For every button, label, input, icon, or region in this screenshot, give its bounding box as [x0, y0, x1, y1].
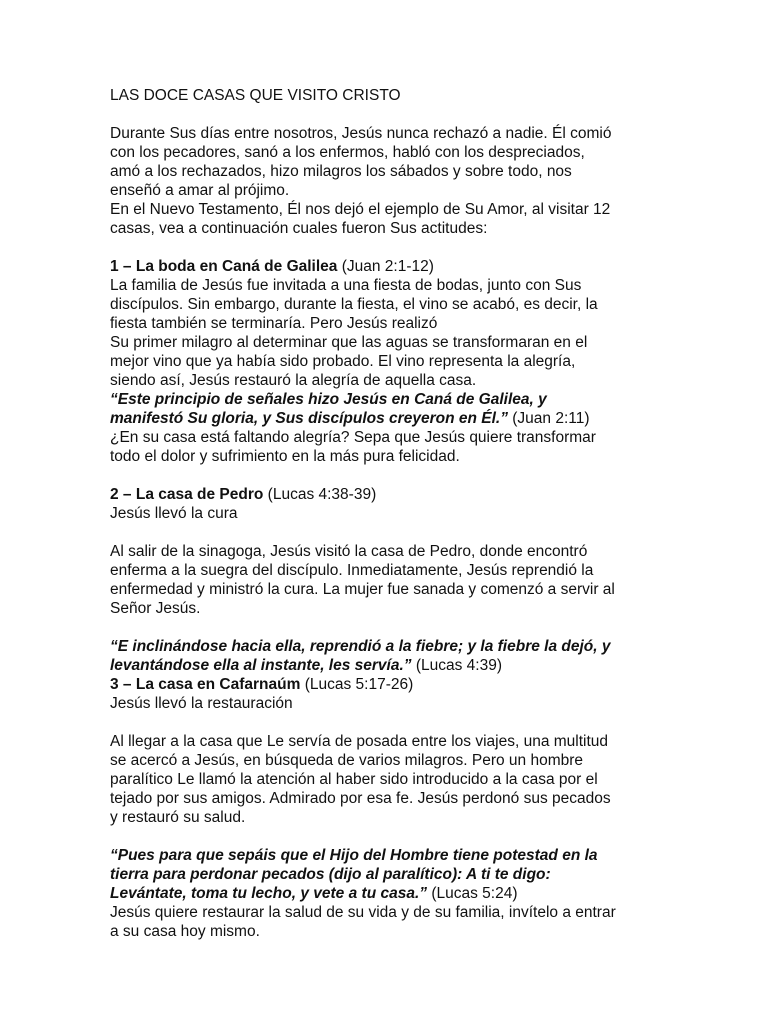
- spacer: [110, 523, 700, 542]
- bible-quote-text: manifestó Su gloria, y Sus discípulos creyeron en Él.”: [110, 410, 508, 427]
- section-subtitle: Jesús llevó la restauración: [110, 695, 293, 712]
- text-line: Durante Sus días entre nosotros, Jesús nunca rechazó a nadie. Él comió: [110, 125, 612, 142]
- spacer: [110, 713, 700, 732]
- section-1: [110, 257, 700, 466]
- spacer: [110, 105, 700, 124]
- bible-quote-ref: (Juan 2:11): [507, 410, 590, 427]
- text-line: enfermedad y ministró la cura. La mujer fue sanada y comenzó a servir al: [110, 581, 615, 598]
- bible-quote: tierra para perdonar pecados (dijo al paralítico): A ti te digo:: [110, 866, 551, 883]
- section-heading-ref: (Lucas 4:38-39): [263, 486, 377, 503]
- bible-quote-text: levantándose ella al instante, les servía.”: [110, 657, 412, 674]
- spacer: [110, 827, 700, 846]
- document-title: LAS DOCE CASAS QUE VISITO CRISTO: [110, 87, 401, 104]
- bible-quote: “Pues para que sepáis que el Hijo del Hombre tiene potestad en la: [110, 847, 598, 864]
- text-line: La familia de Jesús fue invitada a una fiesta de bodas, junto con Sus: [110, 277, 582, 294]
- text-line: En el Nuevo Testamento, Él nos dejó el ejemplo de Su Amor, al visitar 12: [110, 201, 611, 218]
- section-heading-ref: (Juan 2:1-12): [337, 258, 434, 275]
- text-line: Señor Jesús.: [110, 600, 201, 617]
- text-line: y restauró su salud.: [110, 809, 246, 826]
- text-line: Jesús quiere restaurar la salud de su vida y de su familia, invítelo a entrar: [110, 904, 616, 921]
- bible-quote-ref: (Lucas 5:24): [427, 885, 518, 902]
- bible-quote-line: [110, 884, 700, 903]
- section-heading-ref: (Lucas 5:17-26): [300, 676, 414, 693]
- text-line: enferma a la suegra del discípulo. Inmediatamente, Jesús reprendió la: [110, 562, 594, 579]
- bible-quote-text: Levántate, toma tu lecho, y vete a tu casa.”: [110, 885, 428, 902]
- section-heading: [110, 675, 700, 694]
- bible-quote: “E inclinándose hacia ella, reprendió a la fiebre; y la fiebre la dejó, y: [110, 638, 611, 655]
- text-line: se acercó a Jesús, en búsqueda de varios milagros. Pero un hombre: [110, 752, 584, 769]
- section-heading-title: 3 – La casa en Cafarnaúm: [110, 676, 301, 693]
- bible-quote: “Este principio de señales hizo Jesús en Caná de Galilea, y: [110, 391, 547, 408]
- bible-quote-line: [110, 656, 700, 675]
- section-2: [110, 485, 700, 675]
- text-line: discípulos. Sin embargo, durante la fiesta, el vino se acabó, es decir, la: [110, 296, 598, 313]
- text-line: mejor vino que ya había sido probado. El vino representa la alegría,: [110, 353, 576, 370]
- text-line: todo el dolor y sufrimiento en la más pura felicidad.: [110, 448, 460, 465]
- bible-quote-ref: (Lucas 4:39): [411, 657, 502, 674]
- section-heading: [110, 485, 700, 504]
- text-line: con los pecadores, sanó a los enfermos, habló con los despreciados,: [110, 144, 585, 161]
- text-line: Al llegar a la casa que Le servía de posada entre los viajes, una multitud: [110, 733, 609, 750]
- section-heading-title: 1 – La boda en Caná de Galilea: [110, 258, 338, 275]
- intro-paragraph: [110, 124, 700, 238]
- text-line: fiesta también se terminaría. Pero Jesús realizó: [110, 315, 438, 332]
- text-line: Su primer milagro al determinar que las aguas se transformaran en el: [110, 334, 588, 351]
- text-line: casas, vea a continuación cuales fueron Sus actitudes:: [110, 220, 488, 237]
- text-line: tejado por sus amigos. Admirado por esa fe. Jesús perdonó sus pecados: [110, 790, 611, 807]
- text-line: enseñó a amar al prójimo.: [110, 182, 290, 199]
- spacer: [110, 466, 700, 485]
- section-subtitle: Jesús llevó la cura: [110, 505, 238, 522]
- text-line: amó a los rechazados, hizo milagros los sábados y sobre todo, nos: [110, 163, 572, 180]
- text-line: siendo así, Jesús restauró la alegría de aquella casa.: [110, 372, 477, 389]
- spacer: [110, 238, 700, 257]
- section-heading-title: 2 – La casa de Pedro: [110, 486, 264, 503]
- bible-quote-line: [110, 409, 700, 428]
- document-page: [110, 86, 700, 941]
- text-line: paralítico Le llamó la atención al haber sido introducido a la casa por el: [110, 771, 598, 788]
- text-line: a su casa hoy mismo.: [110, 923, 260, 940]
- spacer: [110, 618, 700, 637]
- text-line: Al salir de la sinagoga, Jesús visitó la casa de Pedro, donde encontró: [110, 543, 588, 560]
- text-line: ¿En su casa está faltando alegría? Sepa que Jesús quiere transformar: [110, 429, 596, 446]
- section-heading: [110, 257, 700, 276]
- section-3: [110, 675, 700, 941]
